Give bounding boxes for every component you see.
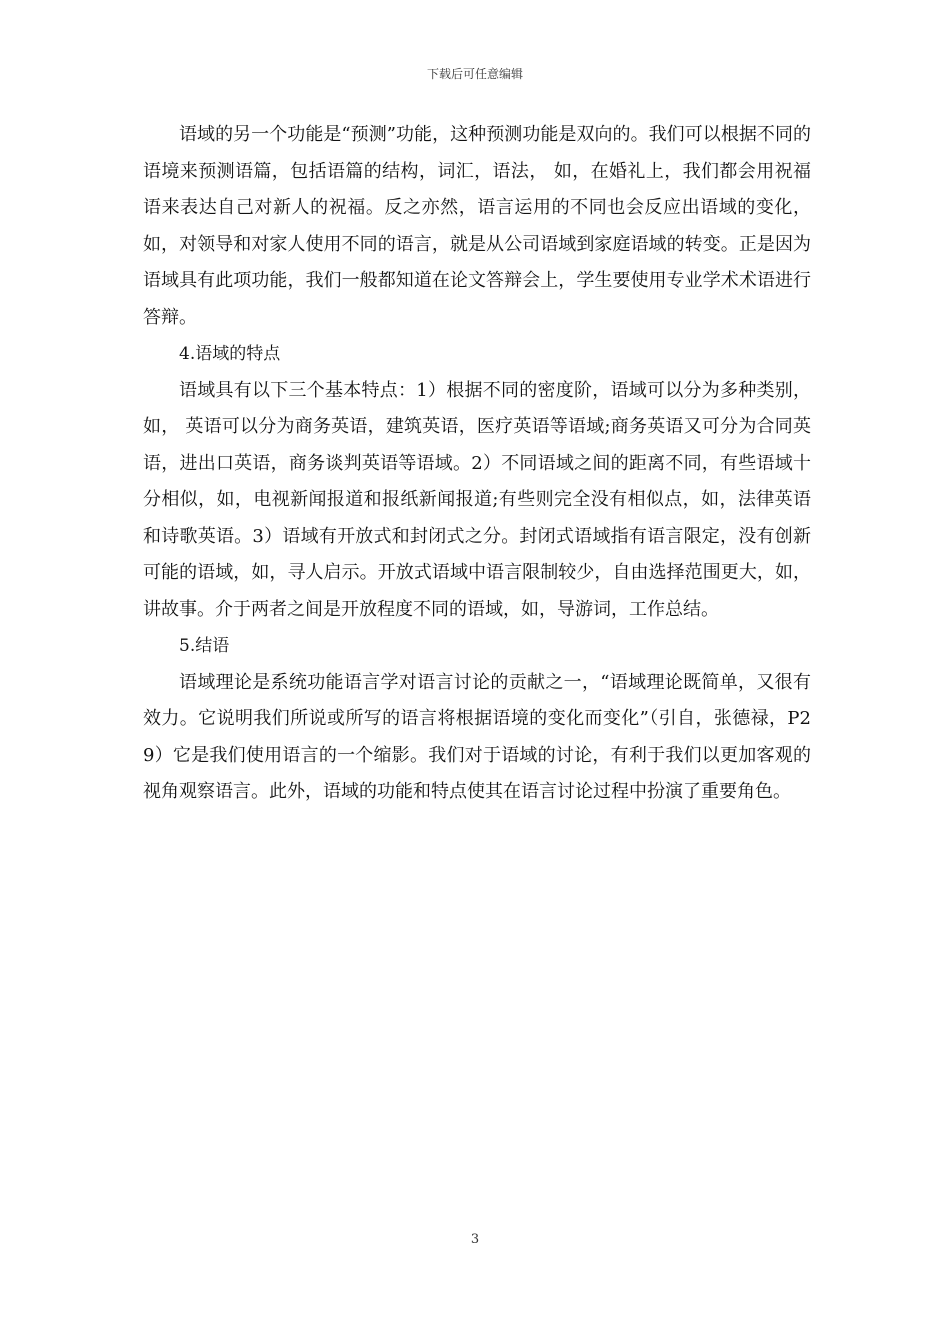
paragraph-register-characteristics: 语域具有以下三个基本特点：1）根据不同的密度阶，语域可以分为多种类别，如， 英语可以分为商务英语，建筑英语，医疗英语等语域;商务英语又可分为合同英语，进出口英语，商务谈判英语等语域。2）不同语域之间的距离不同，有些语域十分相似，如，电视新闻报道和报纸新闻报道;有些则完全没有相似点，如，法律英语和诗歌英语。3）语域有开放式和封闭式之分。封闭式语域指有语言限定，没有创新可能的语域，如，寻人启示。开放式语域中语言限制较少，自由选择范围更大，如，讲故事。介于两者之间是开放程度不同的语域，如，导游词，工作总结。 xyxy=(143,379,811,620)
paragraph-conclusion: 语域理论是系统功能语言学对语言讨论的贡献之一，“语域理论既简单，又很有效力。它说明我们所说或所写的语言将根据语境的变化而变化”（引自，张德禄，P29）它是我们使用语言的一个缩影。我们对于语域的讨论，有利于我们以更加客观的视角观察语言。此外，语域的功能和特点使其在语言讨论过程中扮演了重要角色。 xyxy=(143,671,811,802)
paragraph-register-prediction: 语域的另一个功能是“预测”功能，这种预测功能是双向的。我们可以根据不同的语境来预测语篇，包括语篇的结构，词汇，语法， 如，在婚礼上，我们都会用祝福语来表达自己对新人的祝福。反之亦然，语言运用的不同也会反应出语域的变化，如，对领导和对家人使用不同的语言，就是从公司语域到家庭语域的转变。正是因为语域具有此项功能，我们一般都知道在论文答辩会上，学生要使用专业学术术语进行答辩。 xyxy=(143,124,811,328)
page-header: 下载后可任意编辑 xyxy=(426,67,523,81)
page-number: 3 xyxy=(470,1232,480,1247)
document-body xyxy=(143,117,811,811)
section-heading-conclusion: 5.结语 xyxy=(179,636,230,656)
section-heading-characteristics: 4.语域的特点 xyxy=(179,344,281,364)
